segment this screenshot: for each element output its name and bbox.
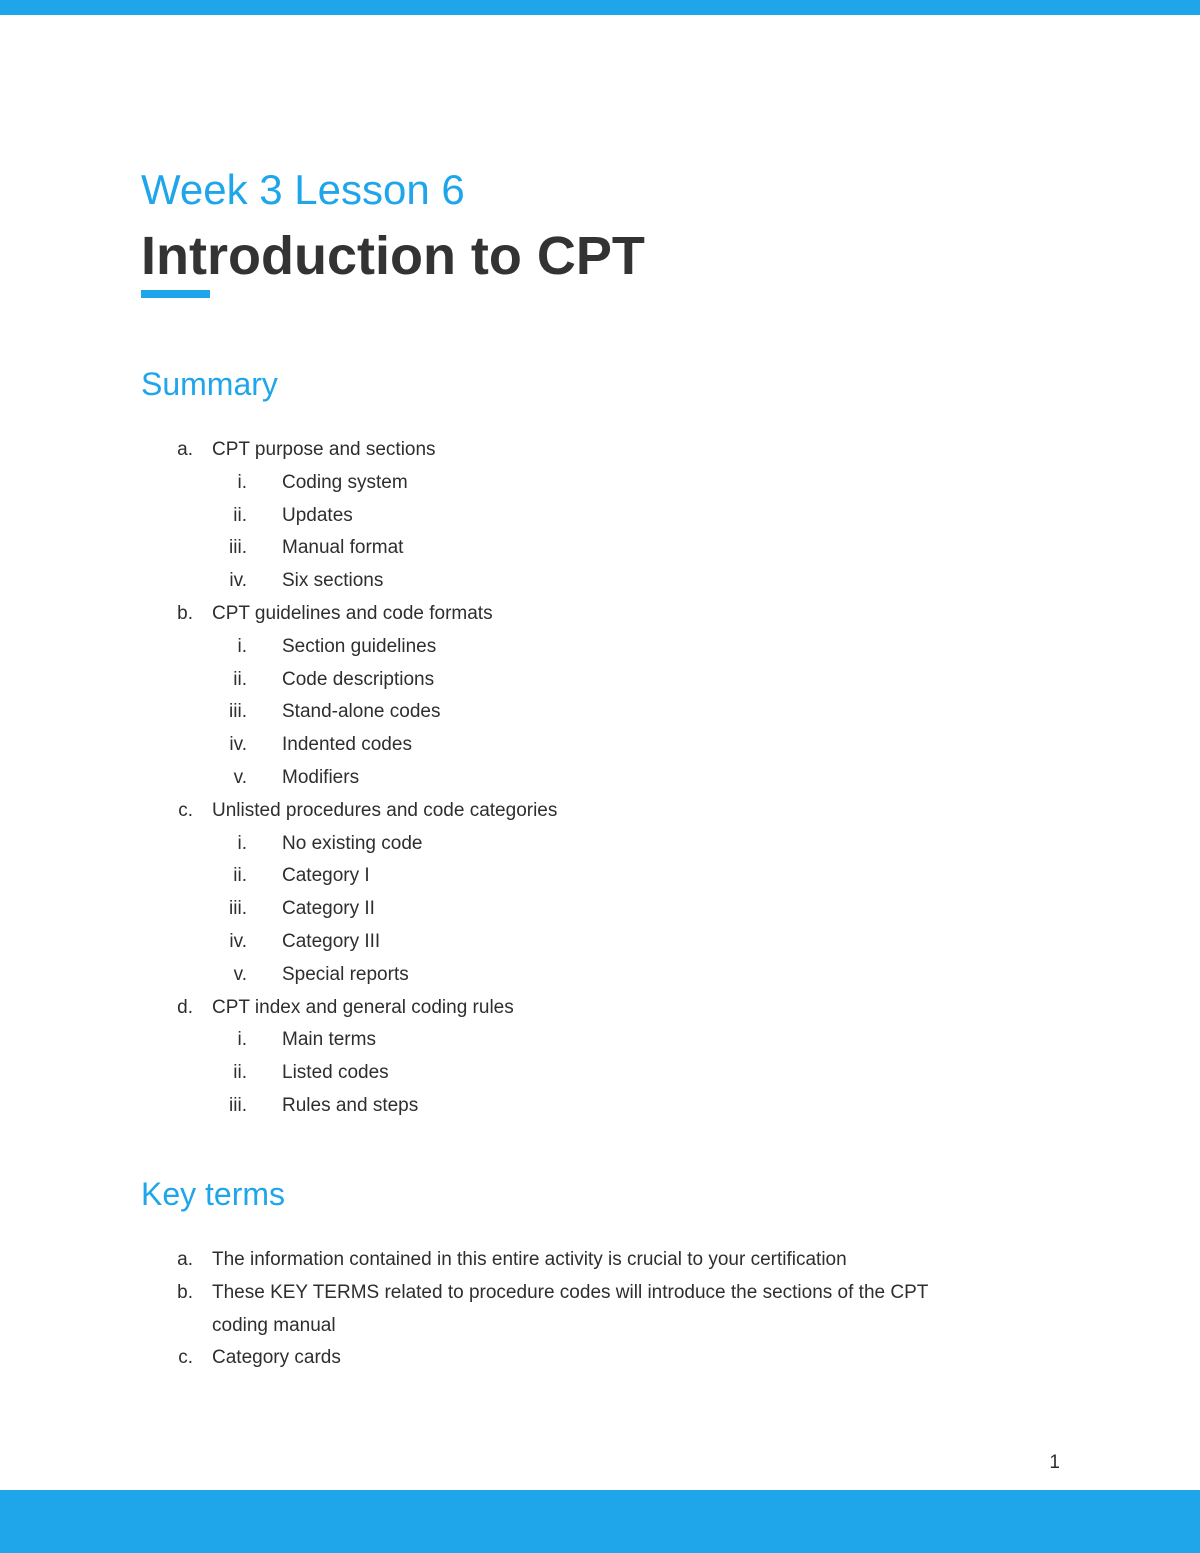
list-item (0, 828, 1200, 861)
list-marker: a. (177, 439, 193, 460)
list-marker: b. (177, 602, 193, 624)
list-marker: iii. (229, 1094, 247, 1116)
list-marker: v. (233, 963, 247, 985)
list-item-text: Special reports (282, 963, 409, 985)
list-item-text: CPT index and general coding rules (212, 996, 514, 1018)
key-terms-list (0, 1244, 1200, 1375)
list-item (0, 762, 1200, 795)
list-marker: c. (178, 799, 193, 821)
list-item-text: Coding system (282, 471, 408, 493)
list-item-text: These KEY TERMS related to procedure codes will introduce the sections of the CPT (212, 1281, 929, 1303)
list-item (0, 1090, 1200, 1123)
list-item-text: The information contained in this entire activity is crucial to your certification (212, 1249, 847, 1270)
list-item (0, 1024, 1200, 1057)
list-item-text: Indented codes (282, 734, 412, 756)
list-item-text: CPT purpose and sections (212, 439, 436, 460)
list-item-text: Six sections (282, 570, 384, 592)
list-item-text: coding manual (212, 1314, 336, 1336)
list-item (0, 893, 1200, 926)
list-marker: ii. (233, 1062, 247, 1084)
list-item-text: Section guidelines (282, 635, 437, 657)
list-item-text: Category II (282, 898, 375, 920)
summary-list (0, 434, 1200, 1123)
list-item-text: Manual format (282, 537, 404, 559)
title-underline (141, 290, 210, 298)
list-item-text: Listed codes (282, 1062, 389, 1084)
list-marker: c. (178, 1347, 193, 1369)
page-number: 1 (1049, 1452, 1060, 1473)
bottom-accent-bar (0, 1490, 1200, 1553)
page-title: Introduction to CPT (141, 226, 645, 286)
list-item (0, 467, 1200, 500)
list-item (0, 1057, 1200, 1090)
list-marker: i. (237, 832, 247, 854)
list-item (0, 860, 1200, 893)
list-marker: i. (237, 1029, 247, 1051)
list-marker: a. (177, 1249, 193, 1270)
list-item (0, 565, 1200, 598)
list-marker: v. (233, 766, 247, 788)
list-item-text: Unlisted procedures and code categories (212, 799, 558, 821)
list-item (0, 1342, 1200, 1375)
lesson-subtitle: Week 3 Lesson 6 (141, 166, 465, 213)
list-item-text: Rules and steps (282, 1094, 419, 1116)
list-item (0, 959, 1200, 992)
list-marker: iv. (229, 734, 247, 756)
list-item (0, 696, 1200, 729)
list-item (0, 926, 1200, 959)
list-item-text: No existing code (282, 832, 423, 854)
summary-heading: Summary (141, 366, 278, 402)
list-item (0, 992, 1200, 1025)
list-item-text: CPT guidelines and code formats (212, 602, 493, 624)
list-item-text: Stand-alone codes (282, 701, 441, 723)
list-item-text: Category III (282, 930, 381, 952)
top-accent-bar (0, 0, 1200, 15)
list-marker: iv. (229, 930, 247, 952)
list-item-text: Category I (282, 865, 370, 887)
list-item (0, 434, 1200, 467)
list-item (0, 1310, 1200, 1343)
list-item (0, 1244, 1200, 1277)
list-item-text: Updates (282, 504, 353, 526)
list-marker: ii. (233, 865, 247, 887)
list-marker: ii. (233, 504, 247, 526)
list-item-text: Code descriptions (282, 668, 435, 690)
list-item-text: Main terms (282, 1029, 376, 1051)
list-item (0, 500, 1200, 533)
list-item (0, 664, 1200, 697)
list-marker: ii. (233, 668, 247, 690)
list-item-text: Category cards (212, 1347, 341, 1369)
list-marker: iii. (229, 701, 247, 723)
list-marker: i. (237, 471, 247, 493)
list-item (0, 598, 1200, 631)
list-item-text: Modifiers (282, 766, 360, 788)
list-marker: i. (237, 635, 247, 657)
list-marker: b. (177, 1281, 193, 1303)
list-marker: iii. (229, 898, 247, 920)
list-marker: d. (177, 996, 193, 1018)
list-marker: iii. (229, 537, 247, 559)
key-terms-heading: Key terms (141, 1176, 286, 1212)
list-item (0, 795, 1200, 828)
list-item (0, 729, 1200, 762)
list-item (0, 1277, 1200, 1310)
list-item (0, 532, 1200, 565)
list-item (0, 631, 1200, 664)
list-marker: iv. (229, 570, 247, 592)
